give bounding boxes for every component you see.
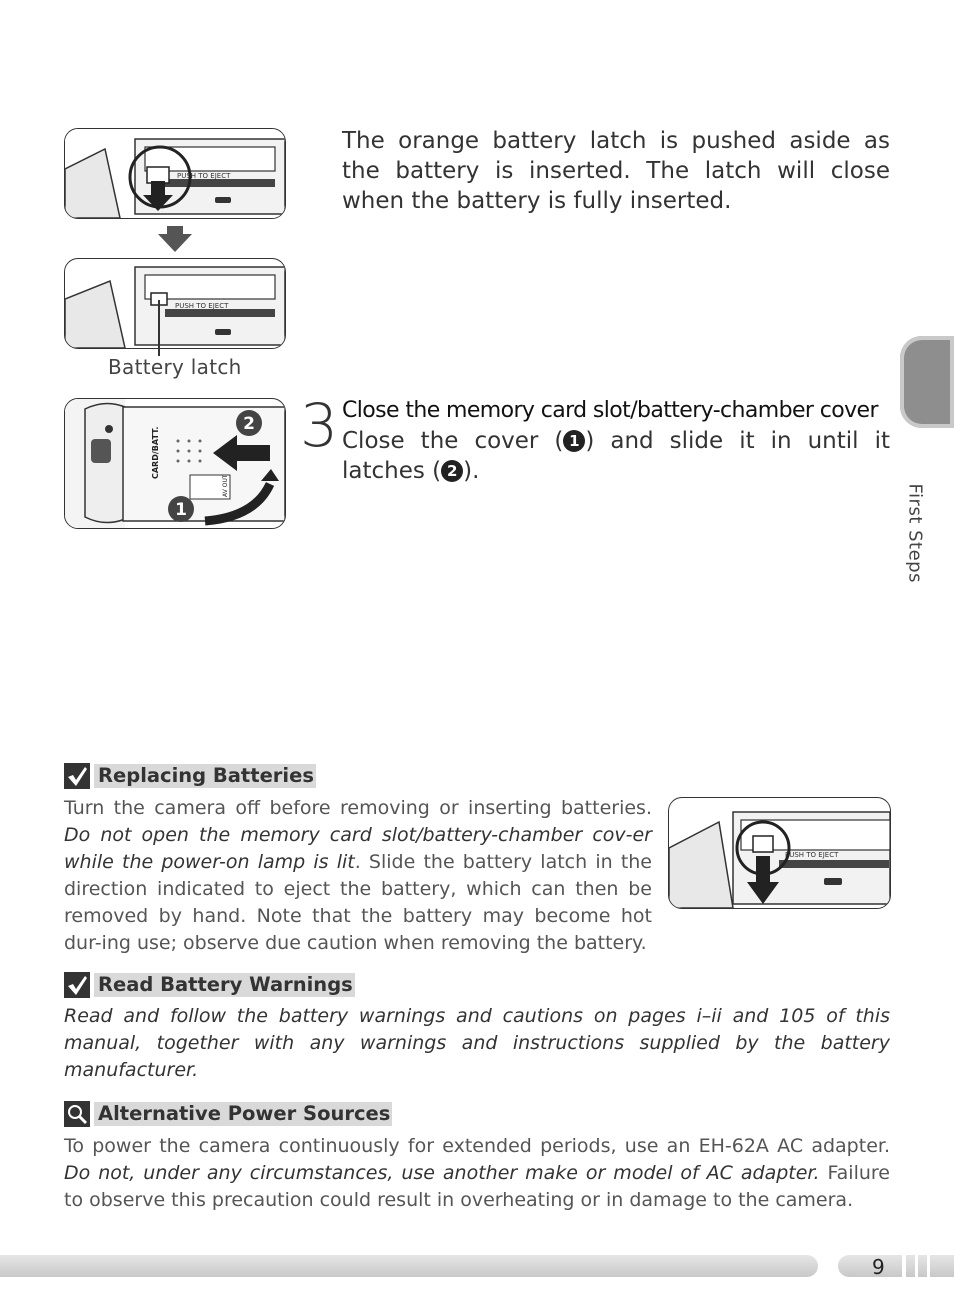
checkmark-icon xyxy=(64,972,90,998)
intro-paragraph: The orange battery latch is pushed aside as the battery is inserted. The latch will close when the battery is fully inserted. xyxy=(342,128,890,214)
latch-leader-line xyxy=(158,300,160,356)
footer-stripe xyxy=(906,1255,915,1277)
step-title: Close the memory card slot/battery-chamber cover xyxy=(342,398,878,423)
eject-battery-illustration xyxy=(668,797,891,909)
footer-bar xyxy=(0,1255,818,1277)
footer-stripe xyxy=(918,1255,927,1277)
step-text: Close the cover ( 1 ) and slide it in until it latches ( 2 ). xyxy=(342,428,890,484)
footer-stripe xyxy=(930,1255,954,1277)
top-push-eject-label: PUSH TO EJECT xyxy=(177,172,231,180)
magnifier-icon xyxy=(64,1101,90,1127)
battery-insert-illustration xyxy=(64,128,286,219)
note-push-eject-label: PUSH TO EJECT xyxy=(785,851,839,859)
battery-warnings-text: Read and follow the battery warnings and cautions on pages i–ii and 105 of this manual, together with any warnings and instructions supplied by the battery manufacturer. xyxy=(64,1005,890,1081)
replacing-batteries-text: Turn the camera off before removing or inserting batteries. Do not open the memory card slot/battery-chamber cov-er while the power-on lamp is lit. Slide the battery latch in the direction indicated to eject the battery, which can then be removed by hand. Note that the battery may become hot dur-ing use; observe due caution when removing the battery. xyxy=(64,797,652,954)
middle-push-eject-label: PUSH TO EJECT xyxy=(175,302,229,310)
battery-latch-illustration xyxy=(64,258,286,349)
step-number: 3 xyxy=(300,391,339,461)
checkmark-icon xyxy=(64,763,90,789)
marker-1-icon: 1 xyxy=(563,430,585,452)
section-tab xyxy=(900,336,954,428)
page-number-pill xyxy=(838,1255,902,1277)
replacing-batteries-heading: Replacing Batteries xyxy=(64,763,316,789)
down-arrow-icon xyxy=(158,226,192,252)
alternative-power-text: To power the camera continuously for extended periods, use an EH-62A AC adapter. Do not, under any circumstances, use another make or model of AC adapter. Failure to observe this precaution could result in overheating or in damage to the camera. xyxy=(64,1135,890,1211)
illustration-marker-2: 2 xyxy=(243,414,255,434)
page-number: 9 xyxy=(872,1255,885,1279)
battery-warnings-heading: Read Battery Warnings xyxy=(64,972,355,998)
battery-latch-caption: Battery latch xyxy=(108,355,242,379)
close-cover-illustration xyxy=(64,398,286,529)
marker-2-icon: 2 xyxy=(441,460,463,482)
cover-card-batt-label: CARD/BATT. xyxy=(151,426,160,479)
alternative-power-heading: Alternative Power Sources xyxy=(64,1101,392,1127)
illustration-marker-1: 1 xyxy=(175,500,187,520)
cover-av-out-label: AV OUT xyxy=(222,474,229,497)
section-tab-label: First Steps xyxy=(904,483,926,583)
